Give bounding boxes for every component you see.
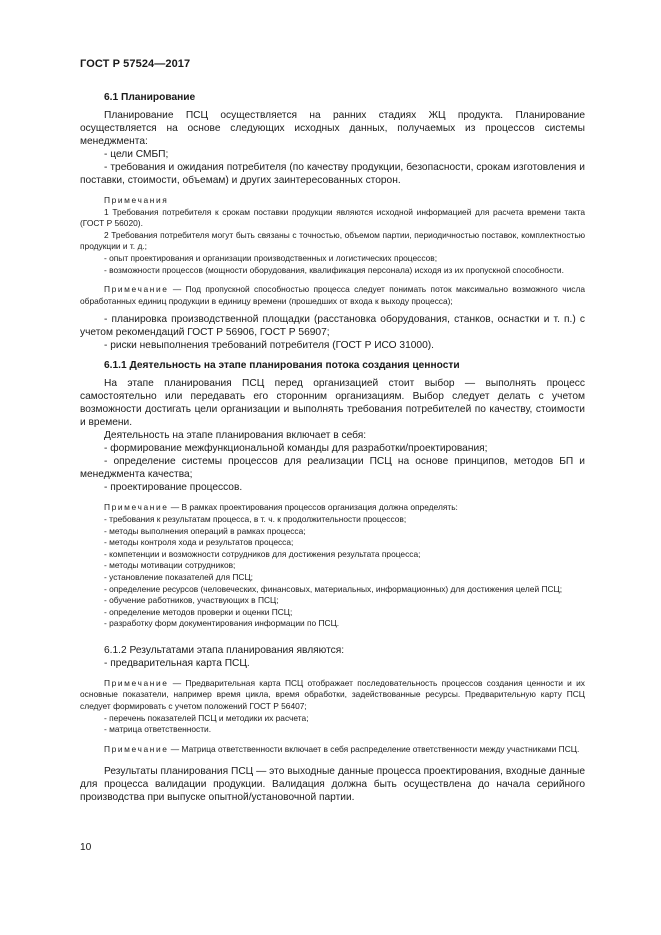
note-paragraph xyxy=(80,502,585,514)
note-item: - требования к результатам процесса, в т. ч. к продолжительности процессов; xyxy=(104,513,407,524)
note-item: - определение ресурсов (человеческих, финансовых, материальных, информационных) для достижения целей ПСЦ; xyxy=(104,583,563,594)
note-item: - матрица ответственности. xyxy=(104,724,212,735)
note-text: — Предварительная карта ПСЦ отображает последовательность процессов создания ценности и их основные показатели, например время цикла, время обработки, задействованные ресурсы. Предварительную карту ПСЦ следует формировать с учетом положений ГОСТ Р 56407; xyxy=(80,677,585,712)
note-label: Примечание xyxy=(104,677,169,688)
note-paragraph xyxy=(80,678,585,713)
list-item: - цели СМБП; xyxy=(104,149,169,160)
list-item: - риски невыполнения требований потребителя (ГОСТ Р ИСО 31000). xyxy=(104,340,434,352)
note-paragraph xyxy=(80,284,585,307)
paragraph: Результаты планирования ПСЦ — это выходные данные процесса проектирования, входные данные для процесса валидации продукции. Валидация должна быть осуществлена до начала серийного производства при выпуске опытной/установочной партии. xyxy=(80,766,585,804)
note-label: Примечание xyxy=(104,743,169,754)
note-item: - опыт проектирования и организации производственных и логистических процессов; xyxy=(104,252,438,263)
note-label: Примечание xyxy=(104,284,169,295)
note-item: - методы выполнения операций в рамках процесса; xyxy=(104,525,306,536)
section-heading-6-1-1: 6.1.1 Деятельность на этапе планирования потока создания ценности xyxy=(104,360,460,372)
note-item: - методы мотивации сотрудников; xyxy=(104,560,236,571)
note-item: 1 Требования потребителя к срокам поставки продукции являются исходной информацией для расчета времени такта (ГОСТ Р 56020). xyxy=(80,206,585,229)
document-header: ГОСТ Р 57524—2017 xyxy=(80,58,191,70)
note-text: — Под пропускной способностью процесса следует понимать поток максимально возможного числа обработанных единиц продукции в единицу времени (прошедших от входа к выходу процесса); xyxy=(80,284,585,306)
list-item: - требования и ожидания потребителя (по качеству продукции, безопасности, срокам изготовления и поставки, стоимости, объемам) и других заинтересованных сторон. xyxy=(80,162,585,186)
paragraph: Планирование ПСЦ осуществляется на ранних стадиях ЖЦ продукта. Планирование осуществляется на основе следующих исходных данных, получаемых из процессов системы менеджмента: xyxy=(80,110,585,147)
note-item: - возможности процессов (мощности оборудования, квалификация персонала) исходя из их пропускной способности. xyxy=(104,264,564,275)
note-item: - определение методов проверки и оценки ПСЦ; xyxy=(104,606,293,617)
note-item: - обучение работников, участвующих в ПСЦ; xyxy=(104,595,279,606)
list-item: - проектирование процессов. xyxy=(104,482,243,494)
note-label: Примечание xyxy=(104,502,169,513)
page-number: 10 xyxy=(80,842,92,853)
note-paragraph xyxy=(80,744,585,756)
note-text: — В рамках проектирования процессов организация должна определять: xyxy=(168,502,458,513)
note-item: - компетенции и возможности сотрудников для достижения результата процесса; xyxy=(104,548,421,559)
section-heading-6-1: 6.1 Планирование xyxy=(104,92,196,103)
list-item: - формирование межфункциональной команды для разработки/проектирования; xyxy=(104,443,488,455)
note-item: 2 Требования потребителя могут быть связаны с точностью, объемом партии, периодичностью поставок, комплектностью продукции и т. д.; xyxy=(80,229,585,252)
note-item: - методы контроля хода и результатов процесса; xyxy=(104,537,294,548)
paragraph: На этапе планирования ПСЦ перед организацией стоит выбор — выполнять процесс самостоятельно или передавать его сторонним организациям. Выбор следует делать с учетом возможности достигать цели организации и выполнять требования потребителей по качеству, стоимости и времени. xyxy=(80,378,585,429)
document-page xyxy=(80,58,585,804)
list-item: - предварительная карта ПСЦ. xyxy=(104,657,250,669)
paragraph: Деятельность на этапе планирования включает в себя: xyxy=(104,430,367,442)
paragraph: 6.1.2 Результатами этапа планирования являются: xyxy=(104,644,345,656)
list-item: - планировка производственной площадки (расстановка оборудования, станков, оснастки и т. п.) с учетом рекомендаций ГОСТ Р 56906, ГОСТ Р 56907; xyxy=(80,314,585,339)
note-item: - разработку форм документирования информации по ПСЦ. xyxy=(104,618,340,629)
list-item: - определение системы процессов для реализации ПСЦ на основе принципов, методов БП и менеджмента качества; xyxy=(80,456,585,481)
note-text: — Матрица ответственности включает в себя распределение ответственности между участниками ПСЦ. xyxy=(168,743,580,754)
note-item: - установление показателей для ПСЦ; xyxy=(104,571,253,582)
note-item: - перечень показателей ПСЦ и методики их расчета; xyxy=(104,712,309,723)
notes-title: Примечания xyxy=(104,195,169,205)
